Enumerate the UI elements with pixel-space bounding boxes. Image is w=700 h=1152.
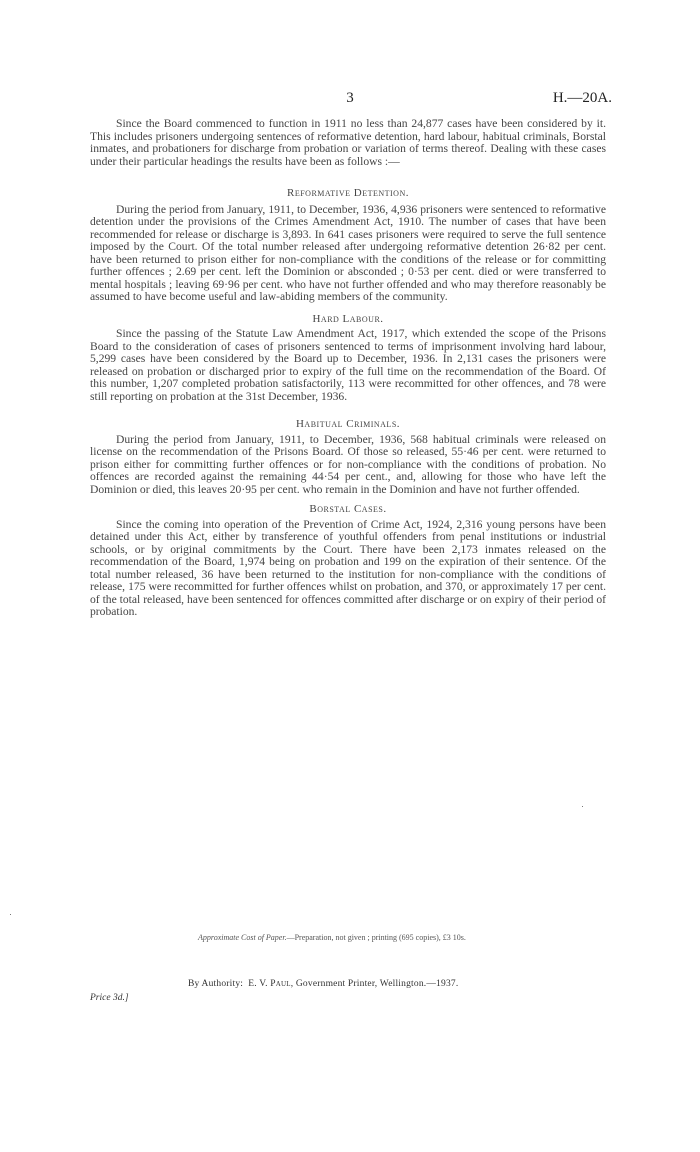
cost-label: Approximate Cost of Paper.	[198, 933, 287, 942]
scan-speck	[582, 806, 583, 807]
scan-speck	[10, 914, 11, 915]
authority-suffix: Government Printer, Wellington.—1937.	[295, 979, 459, 989]
cost-of-paper-note	[198, 933, 528, 942]
section-paragraph-hard-labour: Since the passing of the Statute Law Amendment Act, 1917, which extended the scope of the Prisons Board to the consideration of cases of prisoners sentenced to terms of imprisonment involving hard labour, 5,299 cases have been considered by the Board up to December, 1936. In 2,131 cases the prisoners were released on probation or discharged prior to expiry of the full time on the recommendation of the Board. Of this number, 1,207 completed probation satisfactorily, 113 were recommitted for other offences, and 78 were still reporting on probation at the 31st December, 1936.	[90, 327, 606, 403]
section-paragraph-reformative-detention: During the period from January, 1911, to December, 1936, 4,936 prisoners were sentenced to reformative detention under the provisions of the Crimes Amendment Act, 1910. The number of cases that have been recommended for release or discharge is 3,893. In 641 cases prisoners were required to serve the full sentence imposed by the Court. Of the total number released after undergoing reformative detention 26·82 per cent. have been returned to prison either for non-compliance with the conditions of the release or for committing further offences ; 2.69 per cent. left the Dominion or absconded ; 0·53 per cent. died or were transferred to mental hospitals ; leaving 69·96 per cent. who have not further offended and who may therefore reasonably be assumed to have become useful and law-abiding members of the community.	[90, 202, 606, 303]
section-paragraph-borstal-cases: Since the coming into operation of the Prevention of Crime Act, 1924, 2,316 young persons have been detained under this Act, either by transference of youthful offenders from penal institutions or industrial schools, or by original commitments by the Court. There have been 2,173 inmates released on the recommendation of the Board, 1,974 being on probation and 199 on the expiration of their sentence. Of the total number released, 36 have been returned to the institution for non-compliance with the conditions of release, 175 were recommitted for further offences whilst on probation, and 370, or approximately 17 per cent. of the total released, have been sentenced for offences committed after discharge or on expiry of their period of probation.	[90, 517, 606, 618]
document-reference: H.—20A.	[552, 90, 612, 106]
section-heading-habitual-criminals: Habitual Criminals.	[295, 418, 401, 430]
page-number: 3	[346, 90, 354, 106]
cost-text: —Preparation, not given ; printing (695 copies), £3 10s.	[286, 933, 466, 942]
printer-name: E. V. Paul,	[248, 979, 294, 989]
section-paragraph-habitual-criminals: During the period from January, 1911, to December, 1936, 568 habitual criminals were released on license on the recommendation of the Prisons Board. Of those so released, 55·46 per cent. were returned to prison either for committing further offences or for non-compliance with the conditions of probation. No offences are recorded against the remaining 44·54 per cent., and, allowing for those who have left the Dominion or died, this leaves 20·95 per cent. who remain in the Dominion and have not further offended.	[90, 432, 606, 496]
authority-prefix: By Authority:	[188, 979, 244, 989]
intro-paragraph: Since the Board commenced to function in 1911 no less than 24,877 cases have been considered by it. This includes prisoners undergoing sentences of reformative detention, hard labour, habitual criminals, Borstal inmates, and probationers for discharge from probation or variation of terms thereof. Dealing with these cases under their particular headings the results have been as follows :—	[90, 117, 606, 168]
price-note: Price 3d.]	[90, 993, 129, 1003]
printer-authority-line	[188, 979, 458, 989]
document-body	[90, 118, 606, 619]
section-heading-hard-labour: Hard Labour.	[312, 312, 384, 325]
section-heading-borstal-cases: Borstal Cases.	[309, 503, 387, 515]
section-heading-reformative-detention: Reformative Detention.	[287, 187, 409, 199]
